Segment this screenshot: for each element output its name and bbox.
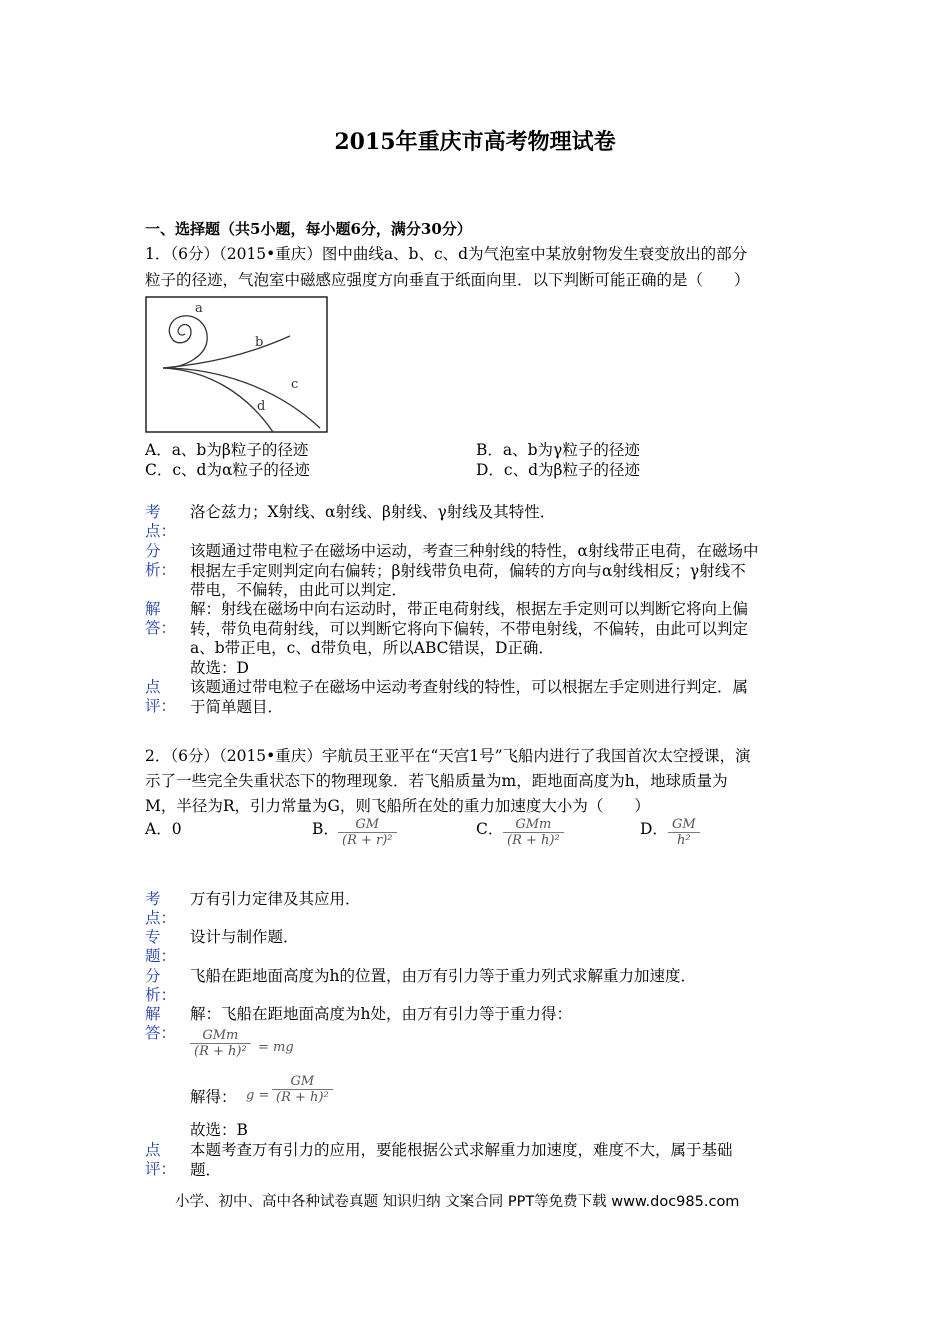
label-b: b (255, 335, 264, 350)
q1-jieda: 解：射线在磁场中向右运动时，带正电荷射线，根据左手定则可以判断它将向上偏 转，带负电荷射线，可以判断它将向下偏转，不带电射线，不偏转，由此可以判定 a、b带正电，c、d带负电，所以ABC错误，D正确． 故选：D (190, 600, 749, 677)
q2-eq1-fraction: GMm (R + h)² (190, 1028, 251, 1059)
label-d: d (257, 399, 266, 414)
section-header: 一、选择题（共5小题，每小题6分，满分30分） (145, 220, 472, 238)
q1-text-line2: 粒子的径迹，气泡室中磁感应强度方向垂直于纸面向里．以下判断可能正确的是（ ） (145, 271, 750, 289)
q2-option-a: A．0 (145, 820, 182, 838)
q1-dianping-label: 点 评： (145, 678, 177, 715)
q1-option-a: A．a、b为β粒子的径迹 (145, 441, 309, 459)
q1-track-figure (145, 296, 329, 434)
q1-kaodian: 洛仑兹力；X射线、α射线、β射线、γ射线及其特性． (190, 503, 556, 521)
q1-jieda-label: 解 答： (145, 600, 177, 637)
q2-eq1-rhs: = mg (258, 1040, 294, 1055)
q2-eq2-fraction: $\frac{GM}{\text{(R + h)²}}$ (272, 1074, 333, 1105)
footer-note: 小学、初中、高中各种试卷真题 知识归纳 文案合同 PPT等免费下载 www.doc985.com (175, 1194, 740, 1210)
label-c: c (291, 377, 299, 392)
q1-option-d: D．c、d为β粒子的径迹 (476, 461, 640, 479)
q2-text-line2: 示了一些完全失重状态下的物理现象．若飞船质量为m，距地面高度为h，地球质量为 (145, 772, 728, 790)
q2-option-b-fraction: $\frac{GM}{\text{(R + r)²}}$ (338, 817, 397, 848)
q2-jiede-label: 解得： (190, 1088, 237, 1106)
q2-option-c-fraction: GMm (R + h)² (503, 817, 564, 848)
q2-dianping: 本题考查万有引力的应用，要能根据公式求解重力加速度，难度不大，属于基础 题． (190, 1141, 733, 1179)
q2-jieda-line1: 解：飞船在距地面高度为h处，由万有引力等于重力得： (190, 1005, 572, 1023)
q2-option-d-label: D． (640, 820, 668, 838)
q2-answer: 故选：B (190, 1121, 248, 1139)
q2-jieda-label: 解 答： (145, 1005, 177, 1042)
q2-eq2-lhs: g = (246, 1088, 270, 1103)
q2-text-line1: 2．（6分）（2015•重庆）宇航员王亚平在“天宫1号”飞船内进行了我国首次太空授课，演 (145, 747, 751, 765)
q2-text-line3: M，半径为R，引力常量为G，则飞船所在处的重力加速度大小为（ ） (145, 797, 650, 815)
q2-fenxi-label: 分 析： (145, 967, 177, 1004)
q1-dianping: 该题通过带电粒子在磁场中运动考查射线的特性，可以根据左手定则进行判定．属 于简单题目． (190, 678, 749, 716)
q1-option-b: B．a、b为γ粒子的径迹 (476, 441, 640, 459)
q2-zhuanti-label: 专 题： (145, 928, 177, 965)
q1-fenxi: 该题通过带电粒子在磁场中运动，考查三种射线的特性，α射线带正电荷，在磁场中 根据左手定则判定向右偏转；β射线带负电荷，偏转的方向与α射线相反；γ射线不 带电，不偏转，由此可以判定． (190, 542, 759, 599)
q2-option-d-fraction: $\frac{GM}{\text{h²}}$ (668, 817, 700, 848)
label-a: a (195, 301, 203, 316)
q1-option-c: C．c、d为α粒子的径迹 (145, 461, 310, 479)
page-title: 2015年重庆市高考物理试卷 (334, 129, 616, 155)
q2-kaodian-label: 考 点： (145, 890, 177, 927)
q2-option-c-label: C． (476, 820, 504, 838)
q2-kaodian: 万有引力定律及其应用． (190, 890, 361, 908)
q2-zhuanti: 设计与制作题． (190, 928, 299, 946)
q1-fenxi-label: 分 析： (145, 542, 177, 579)
q2-dianping-label: 点 评： (145, 1141, 177, 1178)
q1-text-line1: 1．（6分）（2015•重庆）图中曲线a、b、c、d为气泡室中某放射物发生衰变放出的部分 (145, 245, 748, 263)
q2-option-b-label: B． (312, 820, 339, 838)
q1-kaodian-label: 考 点： (145, 503, 177, 540)
q2-fenxi: 飞船在距地面高度为h的位置，由万有引力等于重力列式求解重力加速度． (190, 967, 696, 985)
